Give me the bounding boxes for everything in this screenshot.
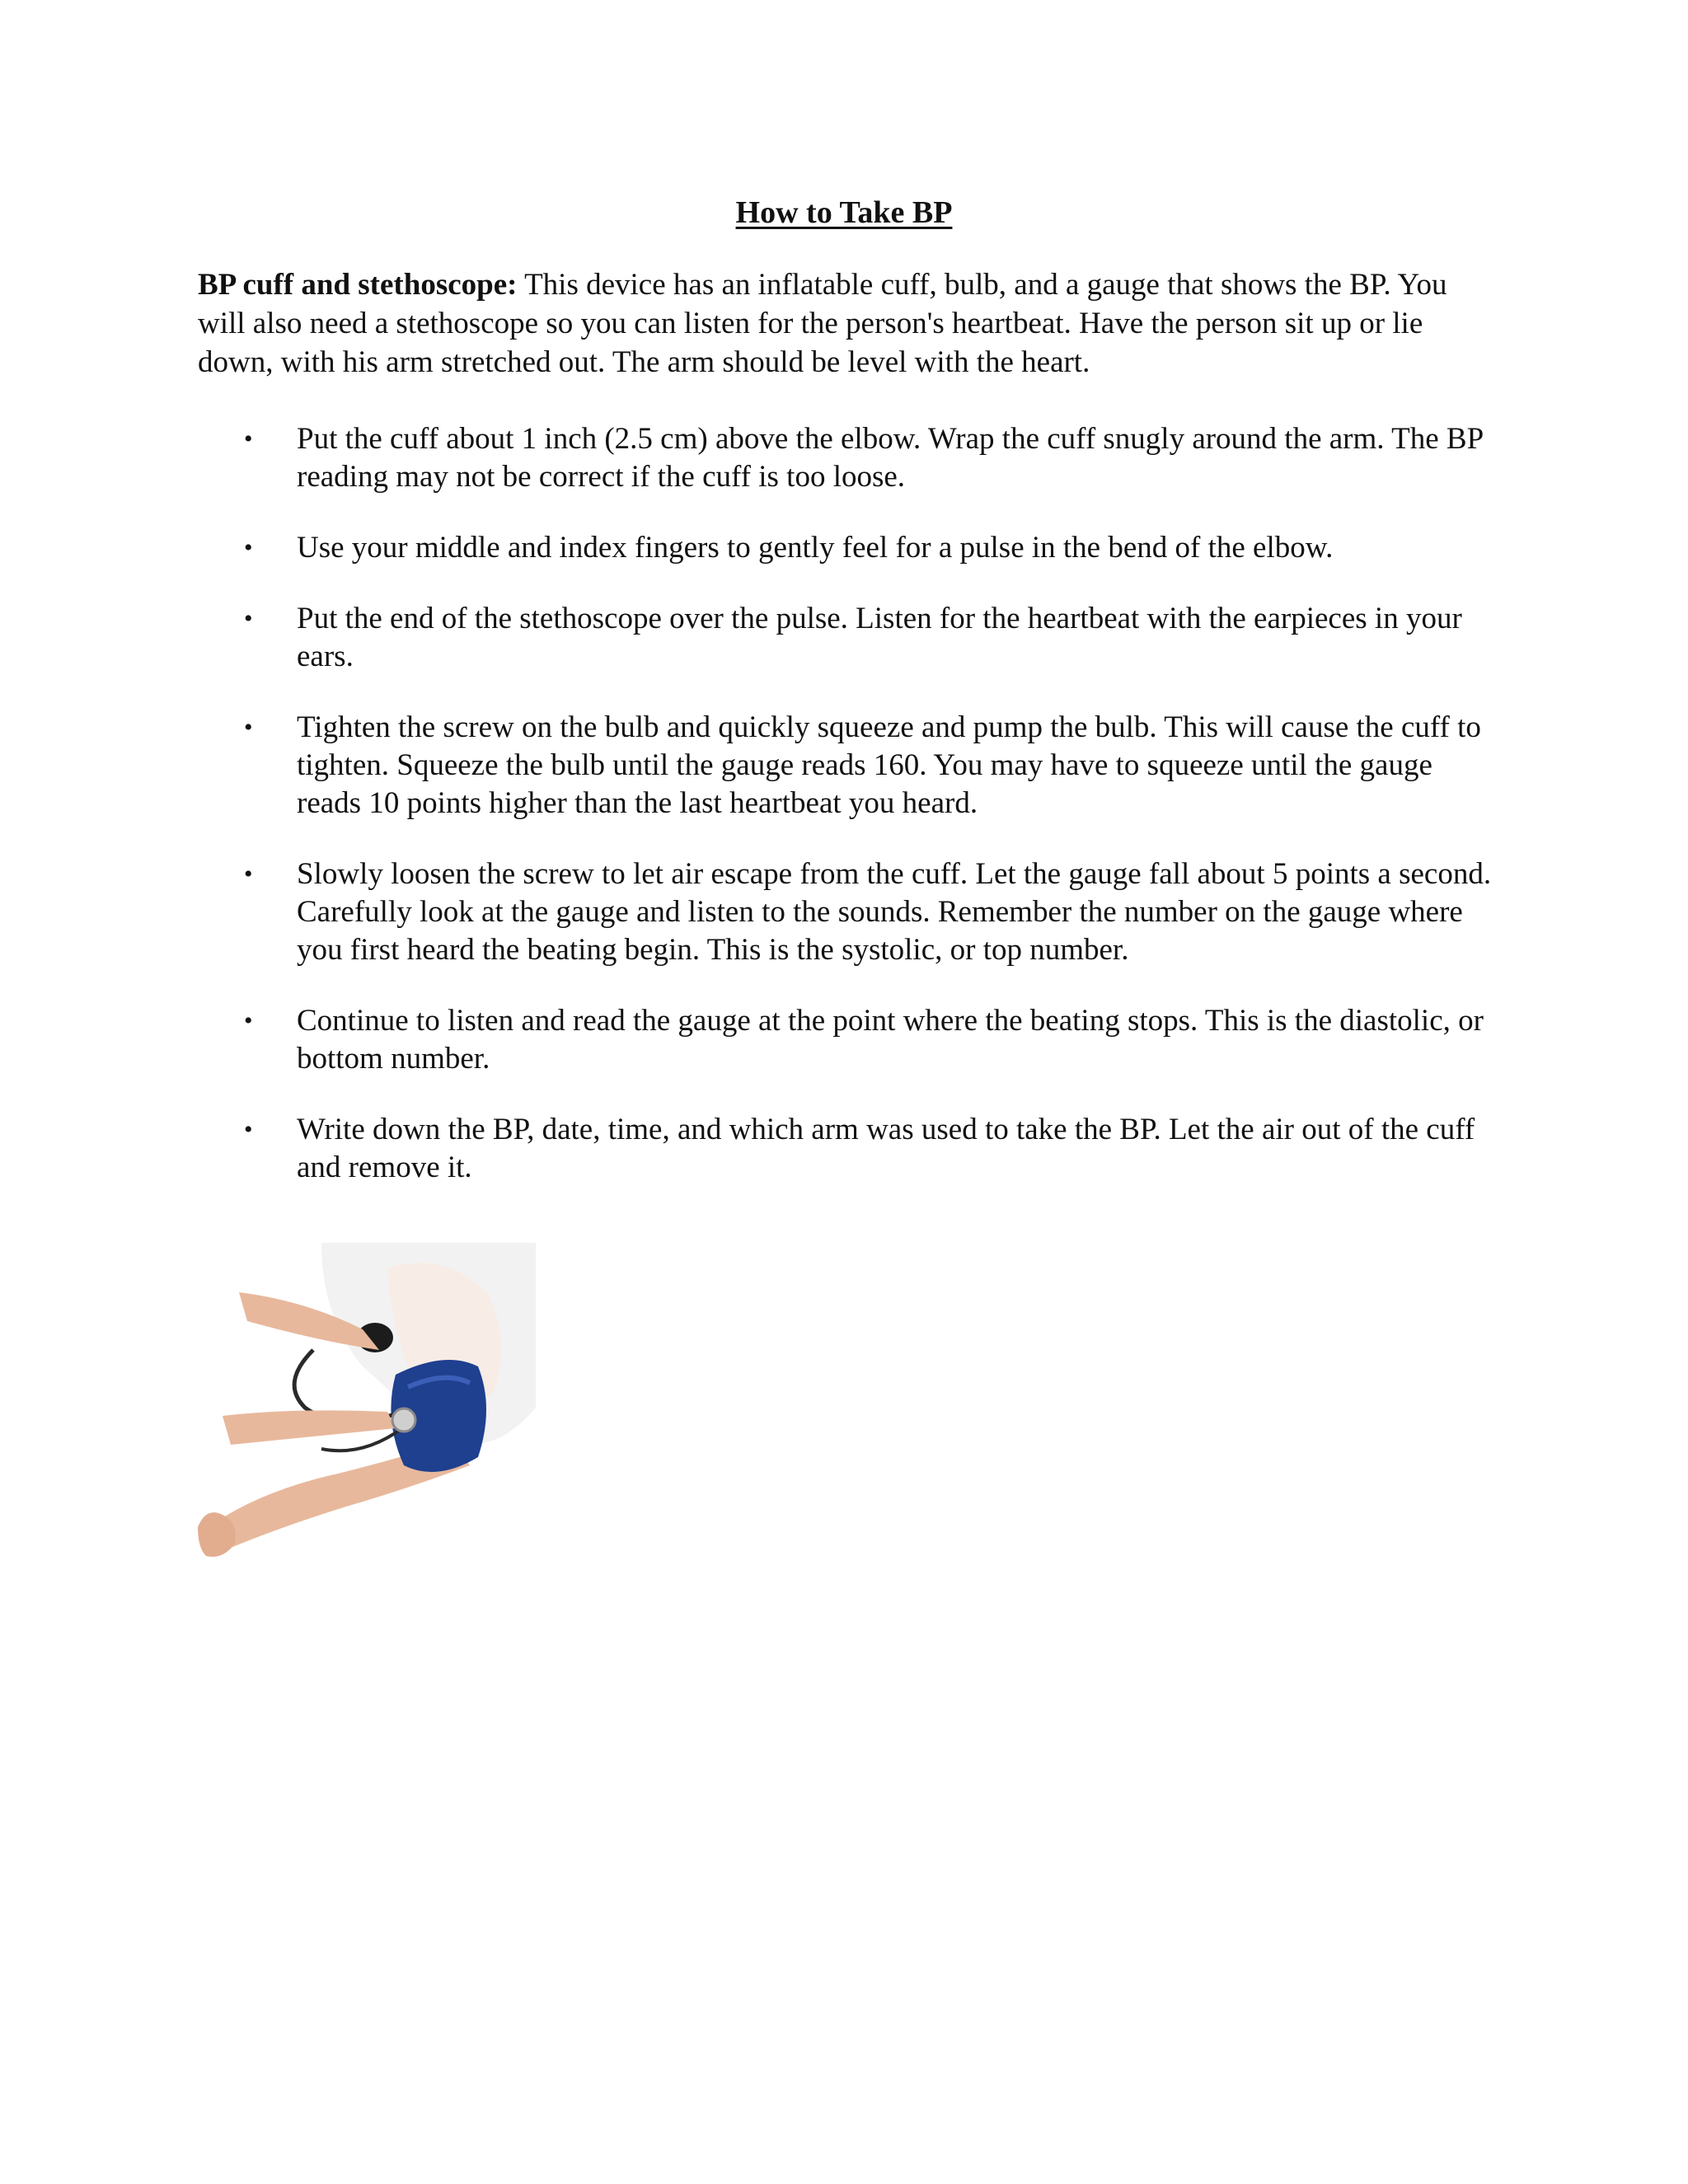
page-title: How to Take BP xyxy=(735,195,953,230)
list-item xyxy=(198,709,1492,823)
step-text: Tighten the screw on the bulb and quickly squeeze and pump the bulb. This will cause the cuff to tighten. Squeeze the bulb until the gauge reads 160. You may have to squeeze until the gauge reads 10 points higher than the last heartbeat you heard. xyxy=(297,710,1481,820)
stethoscope-icon xyxy=(392,1408,415,1432)
bullet-icon: • xyxy=(244,1116,253,1143)
list-item xyxy=(198,855,1492,969)
step-text: Use your middle and index fingers to gently feel for a pulse in the bend of the elbow. xyxy=(297,531,1334,565)
step-text: Put the cuff about 1 inch (2.5 cm) above the elbow. Wrap the cuff snugly around the arm. The BP reading may not be correct if the cuff is too loose. xyxy=(297,422,1483,494)
bullet-icon: • xyxy=(244,425,253,452)
list-item xyxy=(198,1002,1492,1078)
intro-lead: BP cuff and stethoscope: xyxy=(198,268,518,302)
list-item xyxy=(198,600,1492,676)
intro-paragraph xyxy=(198,265,1492,382)
bullet-icon: • xyxy=(244,605,253,632)
bullet-icon: • xyxy=(244,860,253,888)
list-item xyxy=(198,420,1492,496)
bullet-icon: • xyxy=(244,534,253,561)
bullet-icon: • xyxy=(244,714,253,741)
intro-text: This device has an inflatable cuff, bulb, and a gauge that shows the BP. You will also need a stethoscope so you can listen for the person's heartbeat. Have the person sit up or lie down, with his arm stretched out. The arm should be level with the heart. xyxy=(198,268,1447,379)
step-text: Write down the BP, date, time, and which arm was used to take the BP. Let the air out of the cuff and remove it. xyxy=(297,1113,1475,1184)
step-text: Slowly loosen the screw to let air escape from the cuff. Let the gauge fall about 5 points a second. Carefully look at the gauge and listen to the sounds. Remember the number on the gauge where you first heard the beating begin. This is the systolic, or top number. xyxy=(297,857,1492,967)
bp-illustration-svg xyxy=(198,1243,536,1564)
bullet-icon: • xyxy=(244,1007,253,1034)
caregiver-arm-lower xyxy=(223,1410,396,1445)
step-text: Put the end of the stethoscope over the pulse. Listen for the heartbeat with the earpieces in your ears. xyxy=(297,602,1462,673)
list-item xyxy=(198,529,1492,567)
steps-list xyxy=(198,420,1492,1220)
step-text: Continue to listen and read the gauge at the point where the beating stops. This is the diastolic, or bottom number. xyxy=(297,1004,1484,1076)
bp-cuff-illustration-icon xyxy=(198,1243,536,1564)
list-item xyxy=(198,1111,1492,1187)
